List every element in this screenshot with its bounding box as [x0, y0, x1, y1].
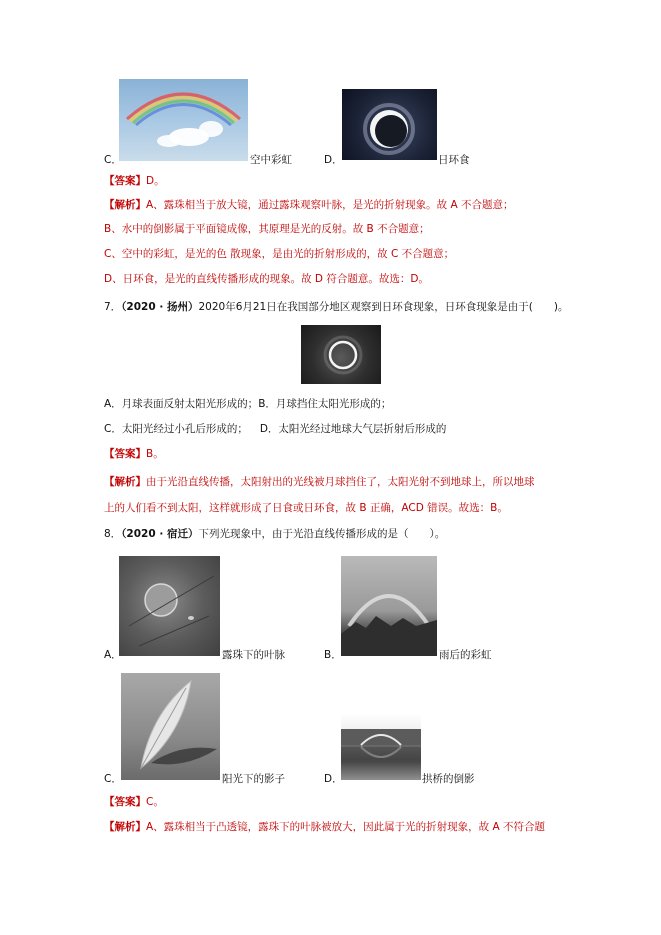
- q7-stem-text: 2020年6月21日在我国部分地区观察到日环食现象，日环食现象是由于( )。: [198, 301, 569, 313]
- analysis-tag: 【解析】: [104, 821, 146, 833]
- analysis-tag: 【解析】: [104, 199, 146, 211]
- q7-options-row-1: [104, 397, 391, 411]
- q8-opt-a-caption: 露珠下的叶脉: [222, 649, 285, 661]
- q8-opt-d-label: D．: [324, 773, 343, 785]
- analysis-text: A、露珠相当于放大镜，通过露珠观察叶脉，是光的折射现象。故 A 不合题意；: [146, 199, 514, 211]
- q7-stem: [104, 300, 568, 314]
- q7-option-b: B．月球挡住太阳光形成的；: [258, 398, 392, 410]
- q8-opt-a-label: A．: [104, 649, 122, 661]
- q6-opt-c-label: C．: [104, 154, 122, 166]
- answer-value: D。: [146, 175, 165, 187]
- annular-eclipse-image: [342, 89, 437, 160]
- q8-number: 8．: [104, 528, 122, 540]
- q6-analysis-line-3: C、空中的彩虹，是光的色 散现象，是由光的折射形成的，故 C 不合题意；: [104, 248, 455, 260]
- q7-options-row-2: [104, 422, 446, 436]
- answer-value: C。: [146, 796, 164, 808]
- eclipse-ring-image: [301, 325, 381, 384]
- q6-analysis-line-2: B、水中的倒影属于平面镜成像，其原理是光的反射。故 B 不合题意；: [104, 223, 430, 235]
- answer-tag: 【答案】: [104, 175, 146, 187]
- q6-analysis-line-1: [104, 198, 514, 212]
- analysis-tag: 【解析】: [104, 476, 146, 488]
- q6-opt-c-caption: 空中彩虹: [250, 154, 292, 166]
- q6-opt-d-caption: 日环食: [438, 154, 470, 166]
- q7-answer: [104, 447, 164, 461]
- q8-source: （2020 · 宿迁）: [121, 528, 199, 540]
- q8-opt-c-label: C．: [104, 773, 122, 785]
- rainbow-image: [119, 79, 248, 161]
- q7-option-c: C．太阳光经过小孔后形成的；: [104, 423, 248, 435]
- answer-tag: 【答案】: [104, 796, 146, 808]
- arch-bridge-reflection-image: [341, 713, 421, 780]
- q7-analysis-line-2: 上的人们看不到太阳，这样就形成了日食或日环食，故 B 正确，ACD 错误。故选：B。: [104, 502, 508, 514]
- q6-opt-d-label: D．: [324, 154, 343, 166]
- q8-stem: [104, 527, 445, 541]
- q7-option-a: A．月球表面反射太阳光形成的；: [104, 398, 259, 410]
- dewdrop-leaf-image: [119, 556, 220, 656]
- q8-opt-d-caption: 拱桥的倒影: [422, 773, 475, 785]
- q8-opt-b-label: B．: [324, 649, 342, 661]
- q7-option-d: D．太阳光经过地球大气层折射后形成的: [259, 423, 447, 435]
- q7-source: （2020 · 扬州）: [121, 301, 199, 313]
- leaf-shadow-image: [121, 673, 220, 780]
- rainbow-after-rain-image: [341, 556, 437, 656]
- analysis-text: 由于光沿直线传播，太阳射出的光线被月球挡住了，太阳光射不到地球上，所以地球: [146, 476, 535, 488]
- q7-number: 7．: [104, 301, 122, 313]
- q8-stem-text: 下列光现象中，由于光沿直线传播形成的是（ ）。: [198, 528, 446, 540]
- q8-opt-c-caption: 阳光下的影子: [222, 773, 285, 785]
- analysis-text: A、露珠相当于凸透镜，露珠下的叶脉被放大，因此属于光的折射现象，故 A 不符合题: [146, 821, 546, 833]
- q8-opt-b-caption: 雨后的彩虹: [439, 649, 492, 661]
- answer-tag: 【答案】: [104, 448, 146, 460]
- q8-answer: [104, 795, 164, 809]
- q6-analysis-line-4: D、日环食，是光的直线传播形成的现象。故 D 符合题意。故选：D。: [104, 273, 429, 285]
- answer-value: B。: [146, 448, 164, 460]
- q7-analysis-line-1: [104, 475, 535, 489]
- q6-answer: [104, 174, 165, 188]
- q8-analysis-line-1: [104, 820, 545, 834]
